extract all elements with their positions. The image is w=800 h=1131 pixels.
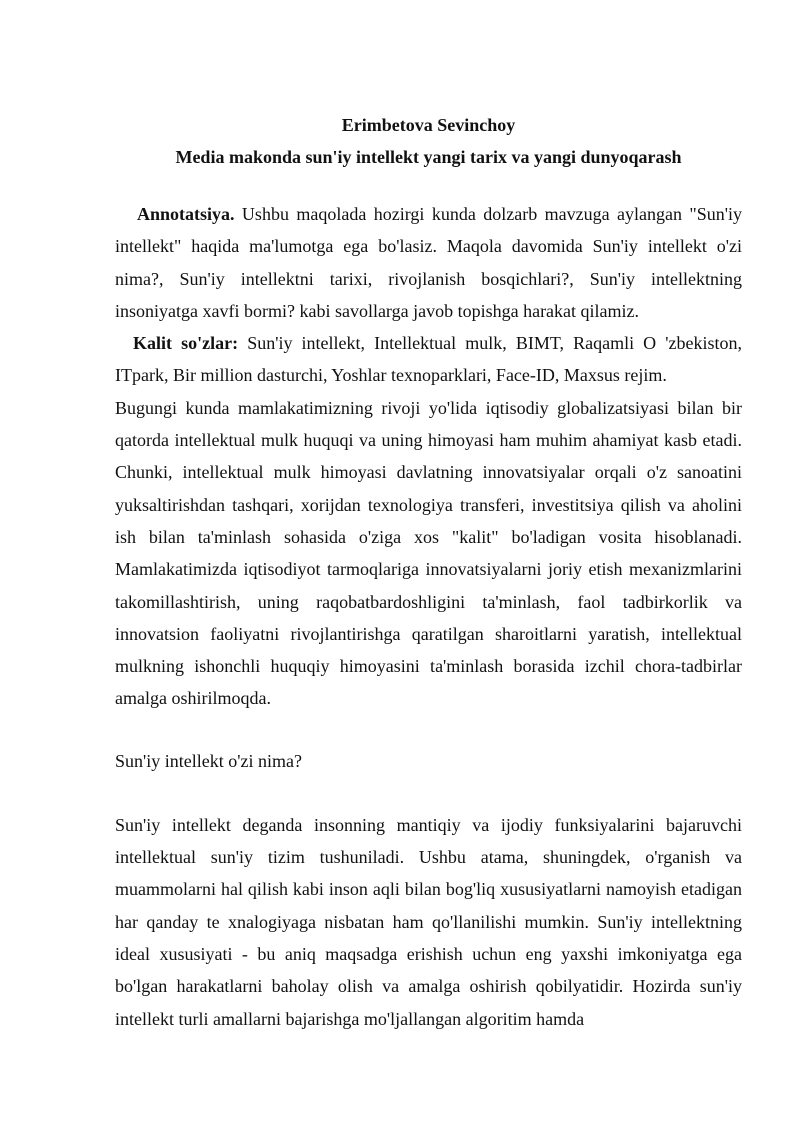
keywords-paragraph xyxy=(115,327,742,392)
section-paragraph: Sun'iy intellekt deganda insonning mantiqiy va ijodiy funksiyalarini bajaruvchi intellektual sun'iy tizim tushuniladi. Ushbu atama, shuningdek, o'rganish va muammolarni hal qilish kabi inson aqli bilan bog'liq xususiyatlarni namoyish etadigan har qanday te xnalogiyaga nisbatan ham qo'llanilishi mumkin. Sun'iy intellektning ideal xususiyati - bu aniq maqsadga erishish uchun eng yaxshi imkoniyatga ega bo'lgan harakatlarni baholay olish va amalga oshirish qobilyatidir. Hozirda sun'iy intellekt turli amallarni bajarishga mo'ljallangan algoritim hamda xyxy=(115,814,742,1029)
document-page xyxy=(115,110,742,1035)
annotation-paragraph xyxy=(115,198,742,327)
section-heading: Sun'iy intellekt o'zi nima? xyxy=(115,750,302,771)
author-name: Erimbetova Sevinchoy xyxy=(341,115,516,135)
article-title: Media makonda sun'iy intellekt yangi tarix va yangi dunyoqarash xyxy=(175,147,682,167)
annotation-text: Ushbu maqolada hozirgi kunda dolzarb mavzuga aylangan "Sun'iy intellekt" haqida ma'lumotga ega bo'lasiz. Maqola davomida Sun'iy intellekt o'zi nima?, Sun'iy intellektni tarixi, rivojlanish bosqichlari?, Sun'iy intellektning insoniyatga xavfi bormi? kabi savollarga javob topishga harakat qilamiz. xyxy=(115,204,742,321)
keywords-text: Sun'iy intellekt, Intellektual mulk, BIMT, Raqamli O 'zbekiston, ITpark, Bir million dasturchi, Yoshlar texnoparklari, Face-ID, Maxsus rejim. xyxy=(115,333,742,386)
intro-paragraph: Bugungi kunda mamlakatimizning rivoji yo'lida iqtisodiy globalizatsiyasi bilan bir qatorda intellektual mulk huquqi va uning himoyasi ham muhim ahamiyat kasb etadi. Chunki, intellektual mulk himoyasi davlatning innovatsiyalar orqali o'z sanoatini yuksaltirishdan tashqari, xorijdan texnologiya transferi, investitsiya qilish va aholini ish bilan ta'minlash sohasida o'ziga xos "kalit" bo'ladigan vosita hisoblanadi. Mamlakatimizda iqtisodiyot tarmoqlariga innovatsiyalarni joriy etish mexanizmlarini takomillashtirish, uning raqobatbardoshligini ta'minlash, faol tadbirkorlik va innovatsion faoliyatni rivojlantirishga qaratilgan sharoitlarni yaratish, intellektual mulkning ishonchli huquqiy himoyasini ta'minlash borasida izchil chora-tadbirlar amalga oshirilmoqda. xyxy=(115,397,742,709)
keywords-label: Kalit so'zlar: xyxy=(133,333,239,354)
annotation-label: Annotatsiya. xyxy=(137,204,235,224)
